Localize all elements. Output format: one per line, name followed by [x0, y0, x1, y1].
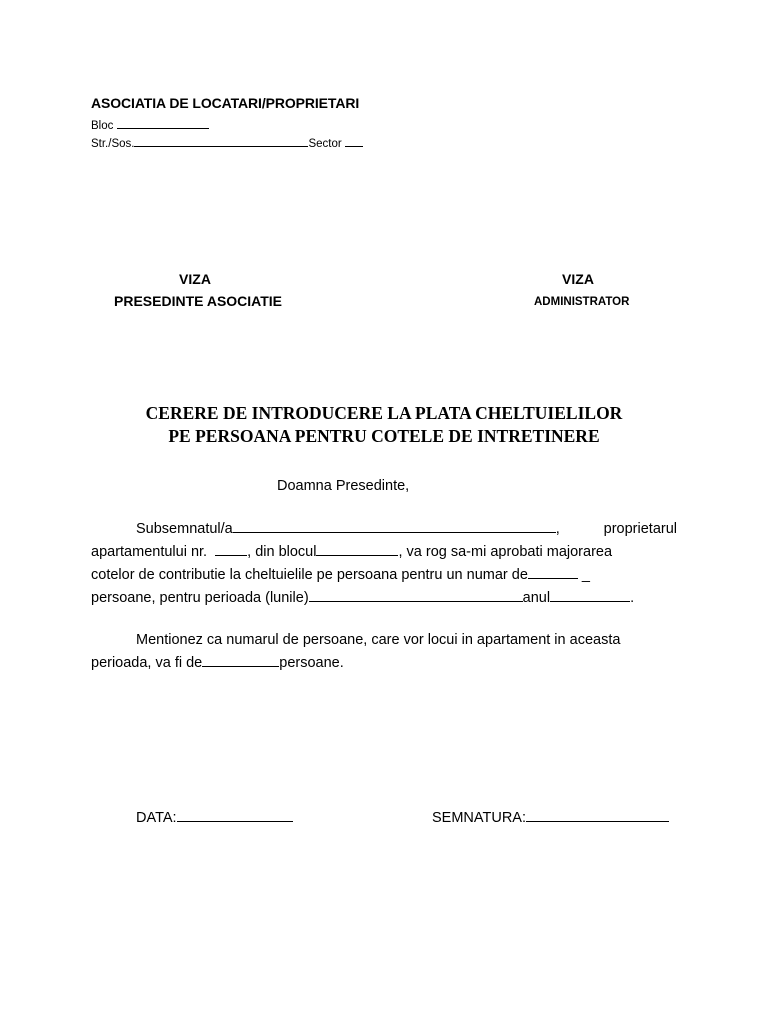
street-label: Str./Sos.: [91, 138, 135, 150]
apartment-number-blank[interactable]: [215, 541, 247, 556]
title-line-2: PE PERSOANA PENTRU COTELE DE INTRETINERE: [168, 426, 600, 446]
bloc-blank[interactable]: [117, 116, 209, 129]
persons-count-blank[interactable]: [528, 564, 578, 579]
months-blank[interactable]: [309, 587, 523, 602]
name-blank[interactable]: [233, 518, 556, 533]
street-line: [91, 134, 363, 150]
block-blank[interactable]: [316, 541, 398, 556]
request-text: , va rog sa-mi aprobati majorarea: [398, 544, 613, 560]
paragraph-line: [91, 587, 677, 610]
contribution-text: cotelor de contributie la cheltuielile pe persoana pentru un numar de: [91, 567, 528, 583]
title-line-1: CERERE DE INTRODUCERE LA PLATA CHELTUIELILOR: [145, 403, 623, 423]
signature-blank[interactable]: [526, 807, 669, 822]
mention-text: Mentionez ca numarul de persoane, care vor locui in apartament in aceasta: [136, 632, 621, 648]
paragraph-line: [91, 652, 677, 675]
viza-left: VIZA: [179, 271, 211, 287]
bloc-line: [91, 116, 209, 132]
date-block: [136, 807, 293, 826]
salutation: Doamna Presedinte,: [277, 478, 410, 494]
subsemnatul-label: Subsemnatul/a: [136, 521, 233, 537]
sector-blank[interactable]: [345, 134, 363, 147]
year-blank[interactable]: [550, 587, 630, 602]
underscore-text: _: [581, 567, 590, 583]
street-blank[interactable]: [134, 134, 308, 147]
document-title: [64, 402, 704, 448]
period-text: persoane, pentru perioada (lunile): [91, 590, 309, 606]
period-persons-text: perioada, va fi de: [91, 655, 203, 671]
bloc-label: Bloc: [91, 120, 114, 132]
line-segment: [136, 518, 560, 541]
association-title: ASOCIATIA DE LOCATARI/PROPRIETARI: [91, 95, 360, 111]
comma-text: ,: [555, 521, 560, 537]
bloc-text: , din blocul: [247, 544, 317, 560]
paragraph-line: [91, 564, 677, 587]
sector-label: Sector: [308, 138, 342, 150]
administrator-label: ADMINISTRATOR: [534, 296, 630, 308]
apartment-label: apartamentului nr.: [91, 544, 208, 560]
viza-right: VIZA: [562, 271, 594, 287]
signature-block: [432, 807, 669, 826]
proprietarul-text: proprietarul: [603, 521, 677, 537]
paragraph-line: [91, 518, 677, 541]
date-blank[interactable]: [177, 807, 293, 822]
line-segment: [91, 564, 590, 587]
request-paragraph: [91, 518, 677, 610]
president-label: PRESEDINTE ASOCIATIE: [114, 293, 283, 309]
date-label: DATA:: [136, 810, 177, 826]
year-label: anul: [522, 590, 551, 606]
persons-blank[interactable]: [202, 652, 279, 667]
line-segment: [91, 541, 612, 564]
persons-text: persoane.: [279, 655, 344, 671]
mention-paragraph: [91, 629, 677, 675]
paragraph-line: [91, 541, 677, 564]
period-end: .: [630, 590, 635, 606]
signature-label: SEMNATURA:: [432, 810, 526, 826]
paragraph-line: [91, 629, 677, 652]
